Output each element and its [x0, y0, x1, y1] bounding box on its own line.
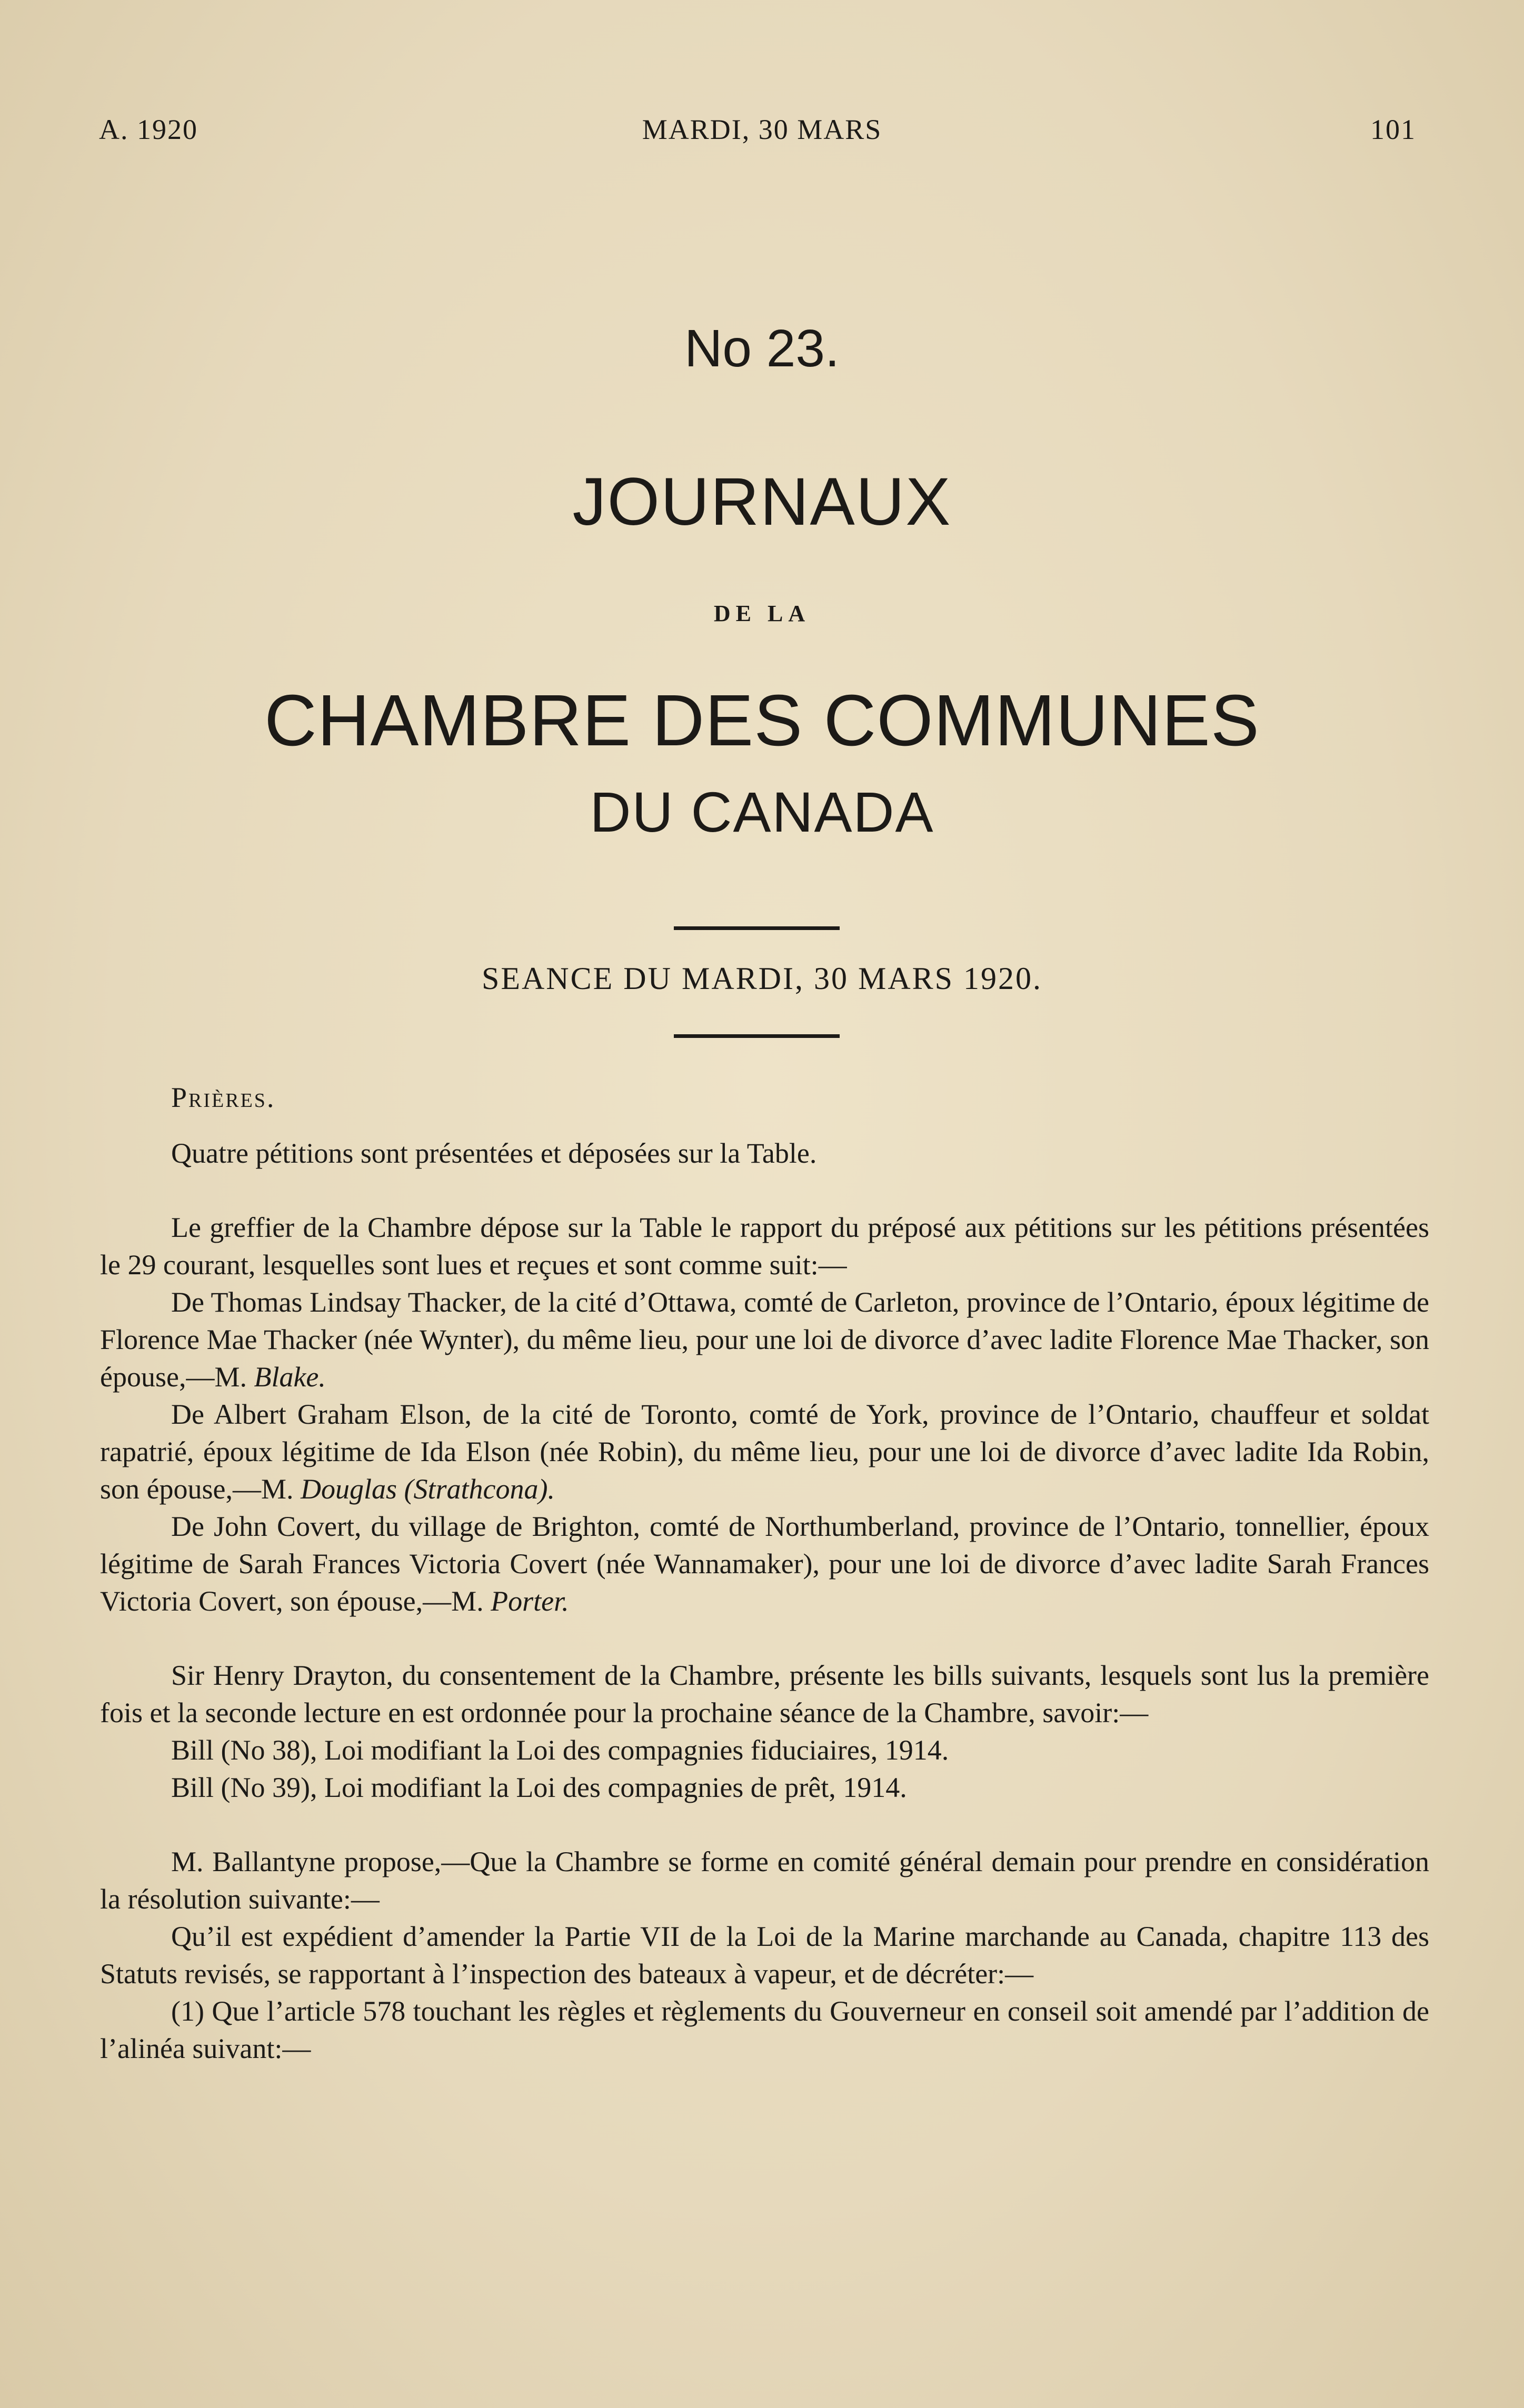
clerk-report: Le greffier de la Chambre dépose sur la Table le rapport du préposé aux pétitions sur les pétitions présentées le 29 courant, lesquelles sont lues et reçues et sont comme suit:— [100, 1212, 1429, 1281]
sitting-title: SEANCE DU MARDI, 30 MARS 1920. [481, 961, 1043, 996]
bill-item: Bill (No 38), Loi modifiant la Loi des compagnies fiduciaires, 1914. [171, 1734, 949, 1766]
journal-body [100, 1079, 1429, 2067]
resolution-text: Qu’il est expédient d’amender la Partie VII de la Loi de la Marine marchande au Canada, chapitre 113 des Statuts revisés, se rapportant à l’inspection des bateaux à vapeur, et de décréter:— [100, 1921, 1429, 1990]
divider-top [674, 926, 840, 930]
date-heading: MARDI, 30 MARS [642, 114, 882, 145]
country-title: DU CANADA [590, 780, 934, 844]
year-label: A. 1920 [99, 114, 198, 145]
petitions-presented: Quatre pétitions sont présentées et déposées sur la Table. [171, 1137, 817, 1169]
issue-number: No 23. [684, 319, 840, 378]
petition-member: Douglas (Strathcona). [300, 1473, 555, 1505]
petition-member: Blake. [254, 1361, 326, 1393]
petition-text: De John Covert, du village de Brighton, comté de Northumberland, province de l’Ontario, tonnellier, époux légitime de Sarah Frances Victoria Covert (née Wannamaker), pour une loi de divorce d’avec ladite Sarah Frances Victoria Covert, son épouse,—M. [100, 1511, 1429, 1617]
running-head [0, 113, 1524, 150]
petition-member: Porter. [491, 1585, 569, 1617]
drayton-bills-intro: Sir Henry Drayton, du consentement de la Chambre, présente les bills suivants, lesquels sont lus la première fois et la seconde lecture en est ordonnée pour la prochaine séance de la Chambre, savoir:— [100, 1660, 1429, 1728]
divider-bottom [674, 1034, 840, 1038]
journal-title: JOURNAUX [572, 464, 952, 539]
petition-item [100, 1396, 1429, 1508]
bill-item: Bill (No 39), Loi modifiant la Loi des compagnies de prêt, 1914. [171, 1772, 907, 1803]
prayers-heading: Prières. [171, 1082, 276, 1113]
petition-item [100, 1508, 1429, 1620]
petition-text: De Thomas Lindsay Thacker, de la cité d’Ottawa, comté de Carleton, province de l’Ontario, époux légitime de Florence Mae Thacker (née Wynter), du même lieu, pour une loi de divorce d’avec ladite Florence Mae Thacker, son épouse,—M. [100, 1286, 1429, 1393]
petition-text: De Albert Graham Elson, de la cité de Toronto, comté de York, province de l’Ontario, chauffeur et soldat rapatrié, époux légitime de Ida Elson (née Robin), du même lieu, pour une loi de divorce d’avec ladite Ida Robin, son épouse,—M. [100, 1398, 1429, 1505]
petition-item [100, 1284, 1429, 1396]
house-title: CHAMBRE DES COMMUNES [264, 680, 1260, 761]
title-connector: DE LA [713, 601, 811, 626]
ballantyne-motion: M. Ballantyne propose,—Que la Chambre se forme en comité général demain pour prendre en considération la résolution suivante:— [100, 1846, 1429, 1915]
resolution-clause: (1) Que l’article 578 touchant les règles et règlements du Gouverneur en conseil soit amendé par l’addition de l’alinéa suivant:— [100, 1995, 1429, 2064]
page-number: 101 [1370, 114, 1416, 145]
